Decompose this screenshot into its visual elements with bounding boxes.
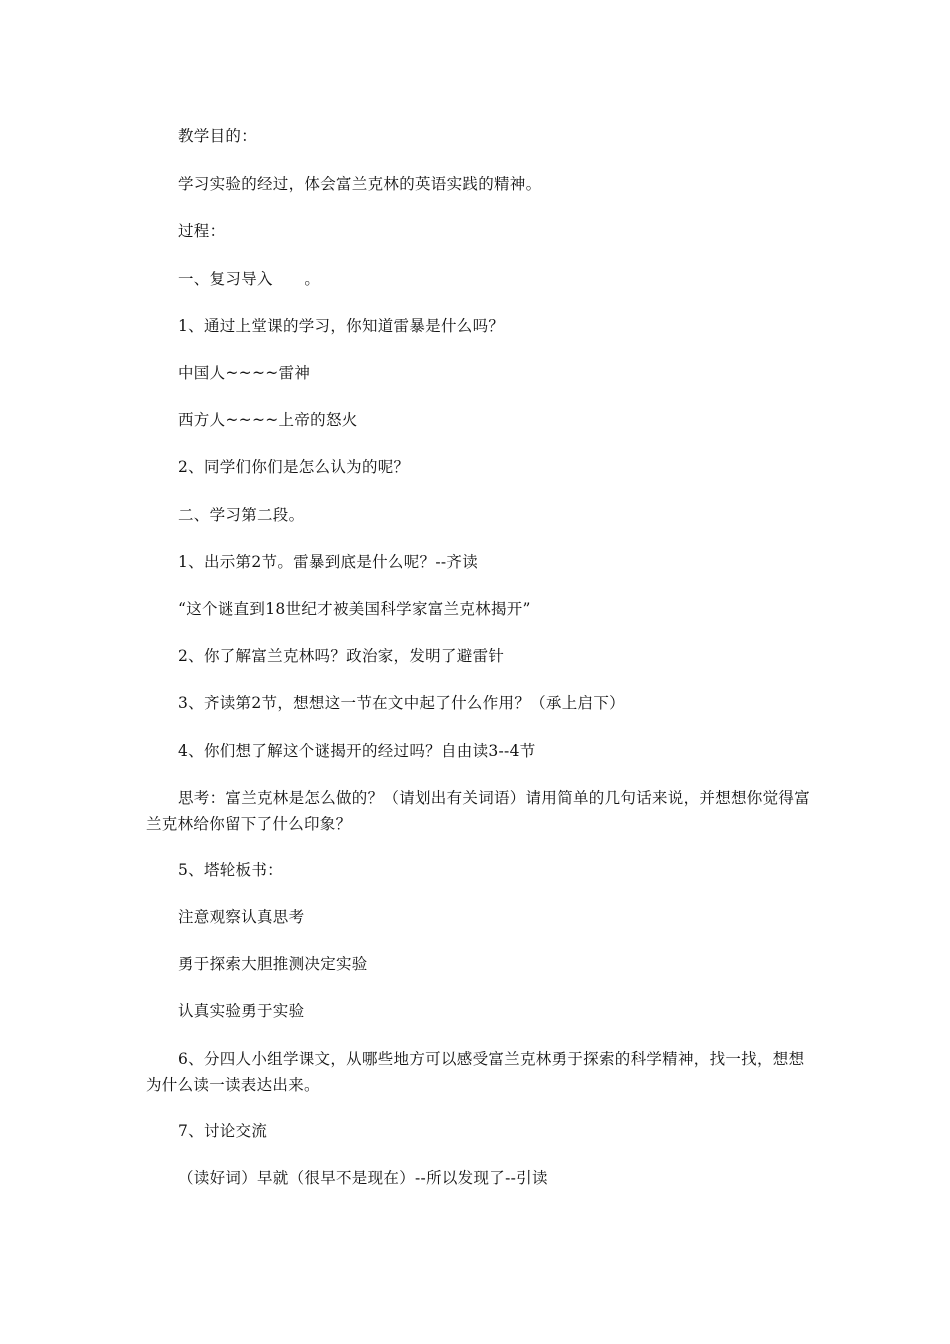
list-item-2-section-2: 2、你了解富兰克林吗？政治家，发明了避雷针 [178,647,505,665]
list-item-6-section-2: 6、分四人小组学课文，从哪些地方可以感受富兰克林勇于探索的科学精神，找一找，想想为什么读一读表达出来。 [146,1050,805,1094]
list-item-7-section-2: 7、讨论交流 [178,1122,268,1140]
board-line-2: 勇于探索大胆推测决定实验 [178,955,368,973]
list-item-3-section-2: 3、齐读第2节，想想这一节在文中起了什么作用？（承上启下） [178,694,625,712]
paragraph-chinese-view: 中国人~~~~雷神 [178,364,311,382]
list-item-5-section-2: 5、塔轮板书： [178,861,283,879]
section-second-part: 二、学习第二段。 [178,506,305,524]
board-line-1: 注意观察认真思考 [178,908,305,926]
list-item-2: 2、同学们你们是怎么认为的呢？ [178,458,410,476]
paragraph-read-words: （读好词）早就（很早不是现在）--所以发现了--引读 [178,1169,548,1187]
list-item-1: 1、通过上堂课的学习，你知道雷暴是什么吗？ [178,317,505,335]
paragraph-western-view: 西方人~~~~上帝的怒火 [178,411,358,429]
list-item-1-section-2: 1、出示第2节。雷暴到底是什么呢？--齐读 [178,553,478,571]
paragraph-goal-text: 学习实验的经过，体会富兰克林的英语实践的精神。 [178,175,542,193]
heading-process: 过程： [178,222,226,240]
section-review-intro: 一、复习导入 。 [178,270,321,288]
paragraph-thinking: 思考：富兰克林是怎么做的？（请划出有关词语）请用简单的几句话来说，并想想你觉得富兰克林给你留下了什么印象？ [146,789,811,833]
list-item-4-section-2: 4、你们想了解这个谜揭开的经过吗？自由读3--4节 [178,742,536,760]
heading-teaching-goal: 教学目的： [178,127,258,145]
quote-paragraph: “这个谜直到18世纪才被美国科学家富兰克林揭开” [178,600,531,618]
board-line-3: 认真实验勇于实验 [178,1002,305,1020]
